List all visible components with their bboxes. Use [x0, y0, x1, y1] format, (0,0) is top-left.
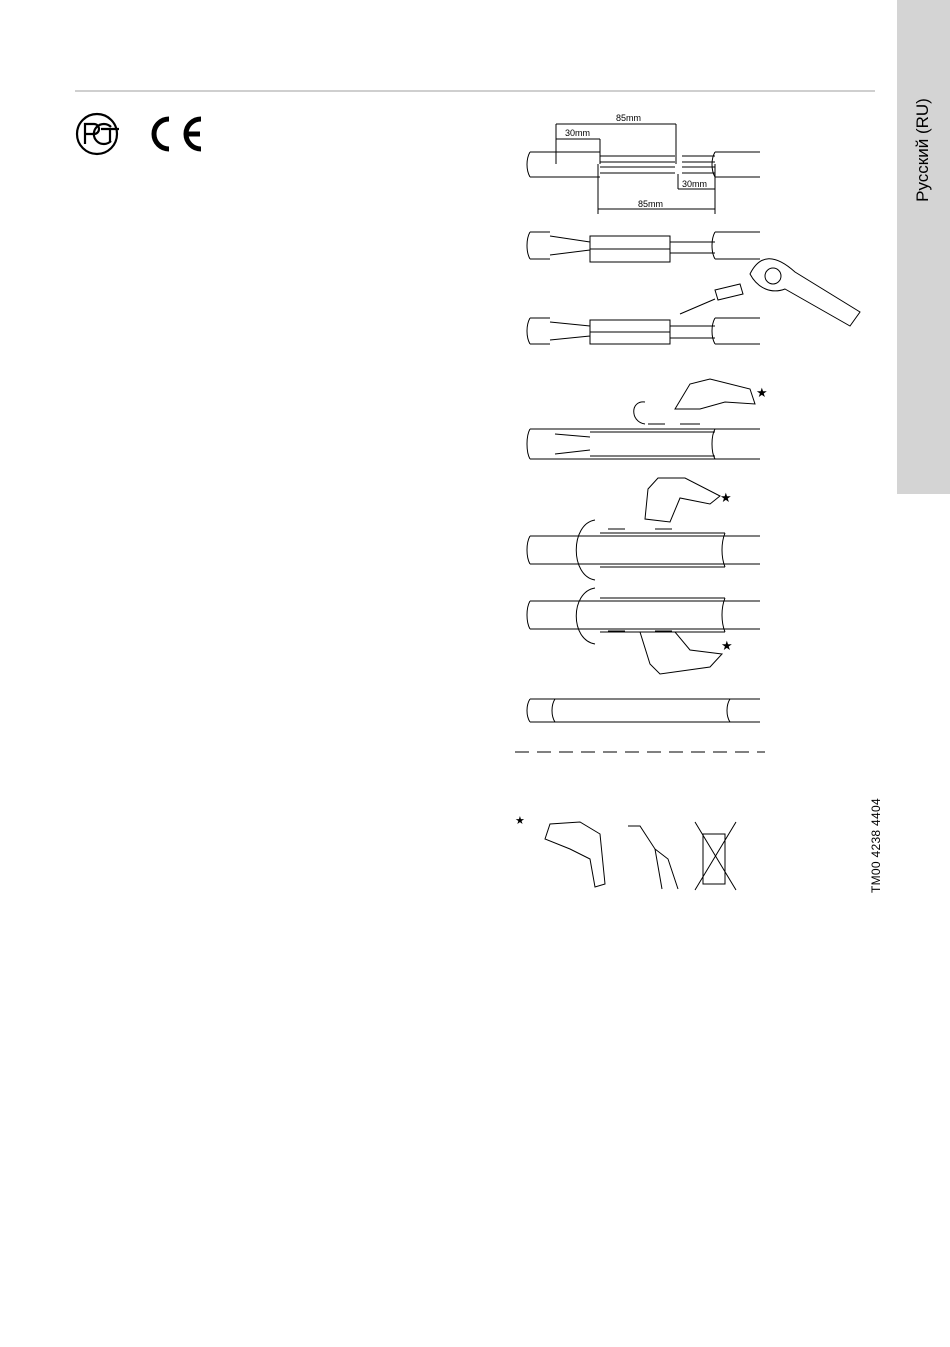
ce-mark-icon [154, 119, 201, 149]
prohibited-flame-icon [695, 822, 736, 890]
step-7-finished [527, 699, 760, 722]
cable-splice-figure [510, 104, 870, 904]
star-marker-1: ★ [756, 385, 768, 400]
step-4-heat [527, 379, 760, 459]
dim-label-bottom-85: 85mm [638, 199, 664, 209]
language-tab-label-wrap [897, 0, 950, 215]
header-rule [75, 90, 875, 92]
certification-marks [73, 112, 208, 156]
step-2-sleeves [527, 232, 760, 262]
step-3-crimp [527, 259, 860, 344]
star-marker-3: ★ [721, 638, 733, 653]
dim-label-top-30: 30mm [565, 128, 591, 138]
dim-label-top-85: 85mm [616, 113, 642, 123]
crimping-tool-icon [765, 268, 781, 284]
drawing-code: TM00 4238 4404 [869, 798, 883, 893]
step-6-heat [527, 588, 760, 674]
star-marker-2: ★ [720, 490, 732, 505]
pct-mark-icon [77, 114, 119, 154]
language-tab-label: Русский (RU) [913, 98, 932, 202]
star-marker-legend: ★ [515, 815, 525, 827]
heat-gun-icon [545, 822, 605, 887]
dim-label-bottom-30: 30mm [682, 179, 708, 189]
gas-torch-icon [628, 826, 678, 889]
